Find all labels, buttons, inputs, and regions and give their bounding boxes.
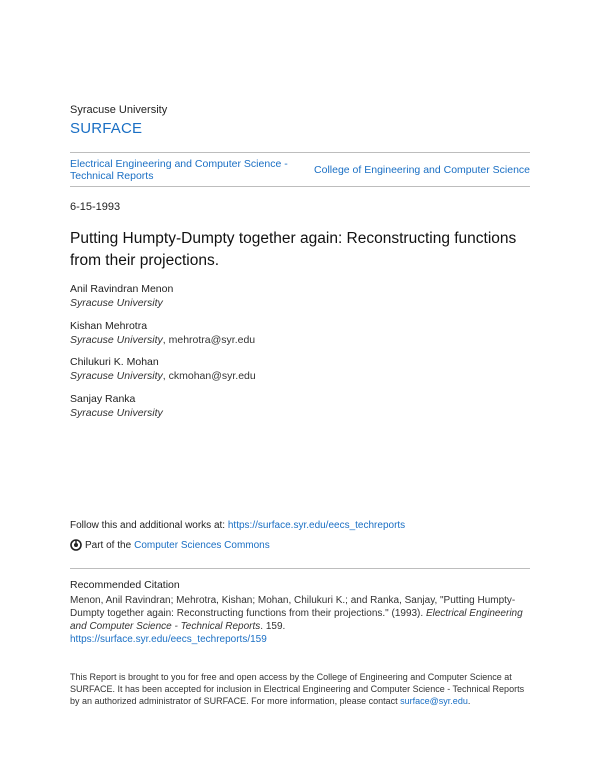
follow-text: Follow this and additional works at:	[70, 520, 228, 531]
access-statement-text: This Report is brought to you for free and open access by the College of Engineering and Computer Science at SURFACE. It has been accepted for inclusion in Electrical Engineering and Computer Science - Technical Reports by an authorized administrator of SURFACE. For more information, please contact	[70, 672, 525, 706]
collection-link-college[interactable]: College of Engineering and Computer Science	[314, 164, 530, 176]
collection-link-eecs[interactable]: Electrical Engineering and Computer Science - Technical Reports	[70, 158, 288, 182]
author-block	[70, 319, 255, 347]
author-block	[70, 355, 256, 383]
author-affiliation: Syracuse University	[70, 334, 163, 346]
author-name: Sanjay Ranka	[70, 393, 136, 405]
citation-number: . 159.	[260, 621, 286, 632]
part-of-line	[70, 539, 270, 551]
author-name: Kishan Mehrotra	[70, 320, 148, 332]
divider-bottom	[70, 186, 530, 187]
author-affiliation: Syracuse University	[70, 370, 163, 382]
recommended-citation-heading: Recommended Citation	[70, 579, 180, 591]
citation-authors-title: Menon, Anil Ravindran; Mehrotra, Kishan; Mohan, Chilukuri K.; and Ranka, Sanjay, "Putting Humpty-Dumpty together again: Reconstructing functions from their projections." (1993).	[70, 595, 516, 619]
access-statement	[70, 671, 532, 707]
author-affiliation: Syracuse University	[70, 297, 163, 309]
citation-series: Electrical Engineering and Computer Science - Technical Reports	[70, 608, 523, 632]
follow-link[interactable]: https://surface.syr.edu/eecs_techreports	[227, 520, 406, 531]
institution-name: Syracuse University	[70, 104, 168, 116]
contact-email-link[interactable]: surface@syr.edu	[400, 696, 468, 706]
commons-network-icon	[70, 539, 82, 551]
author-email: , mehrotra@syr.edu	[162, 334, 256, 346]
citation-link[interactable]: https://surface.syr.edu/eecs_techreports/159	[70, 634, 267, 645]
publication-date: 6-15-1993	[70, 201, 121, 213]
part-of-text: Part of the	[85, 539, 132, 551]
document-title: Putting Humpty-Dumpty together again: Reconstructing functions from their projections.	[70, 230, 517, 269]
author-block	[70, 392, 163, 420]
divider-citation	[70, 568, 530, 569]
divider-top	[70, 152, 530, 153]
surface-link[interactable]: SURFACE	[70, 120, 143, 137]
author-block	[70, 282, 173, 310]
follow-line	[70, 520, 405, 531]
citation-text	[70, 594, 532, 646]
commons-link[interactable]: Computer Sciences Commons	[134, 539, 270, 551]
author-name: Anil Ravindran Menon	[70, 283, 174, 295]
access-statement-end: .	[467, 696, 471, 706]
author-email: , ckmohan@syr.edu	[162, 370, 256, 382]
author-affiliation: Syracuse University	[70, 407, 163, 419]
author-name: Chilukuri K. Mohan	[70, 356, 159, 368]
